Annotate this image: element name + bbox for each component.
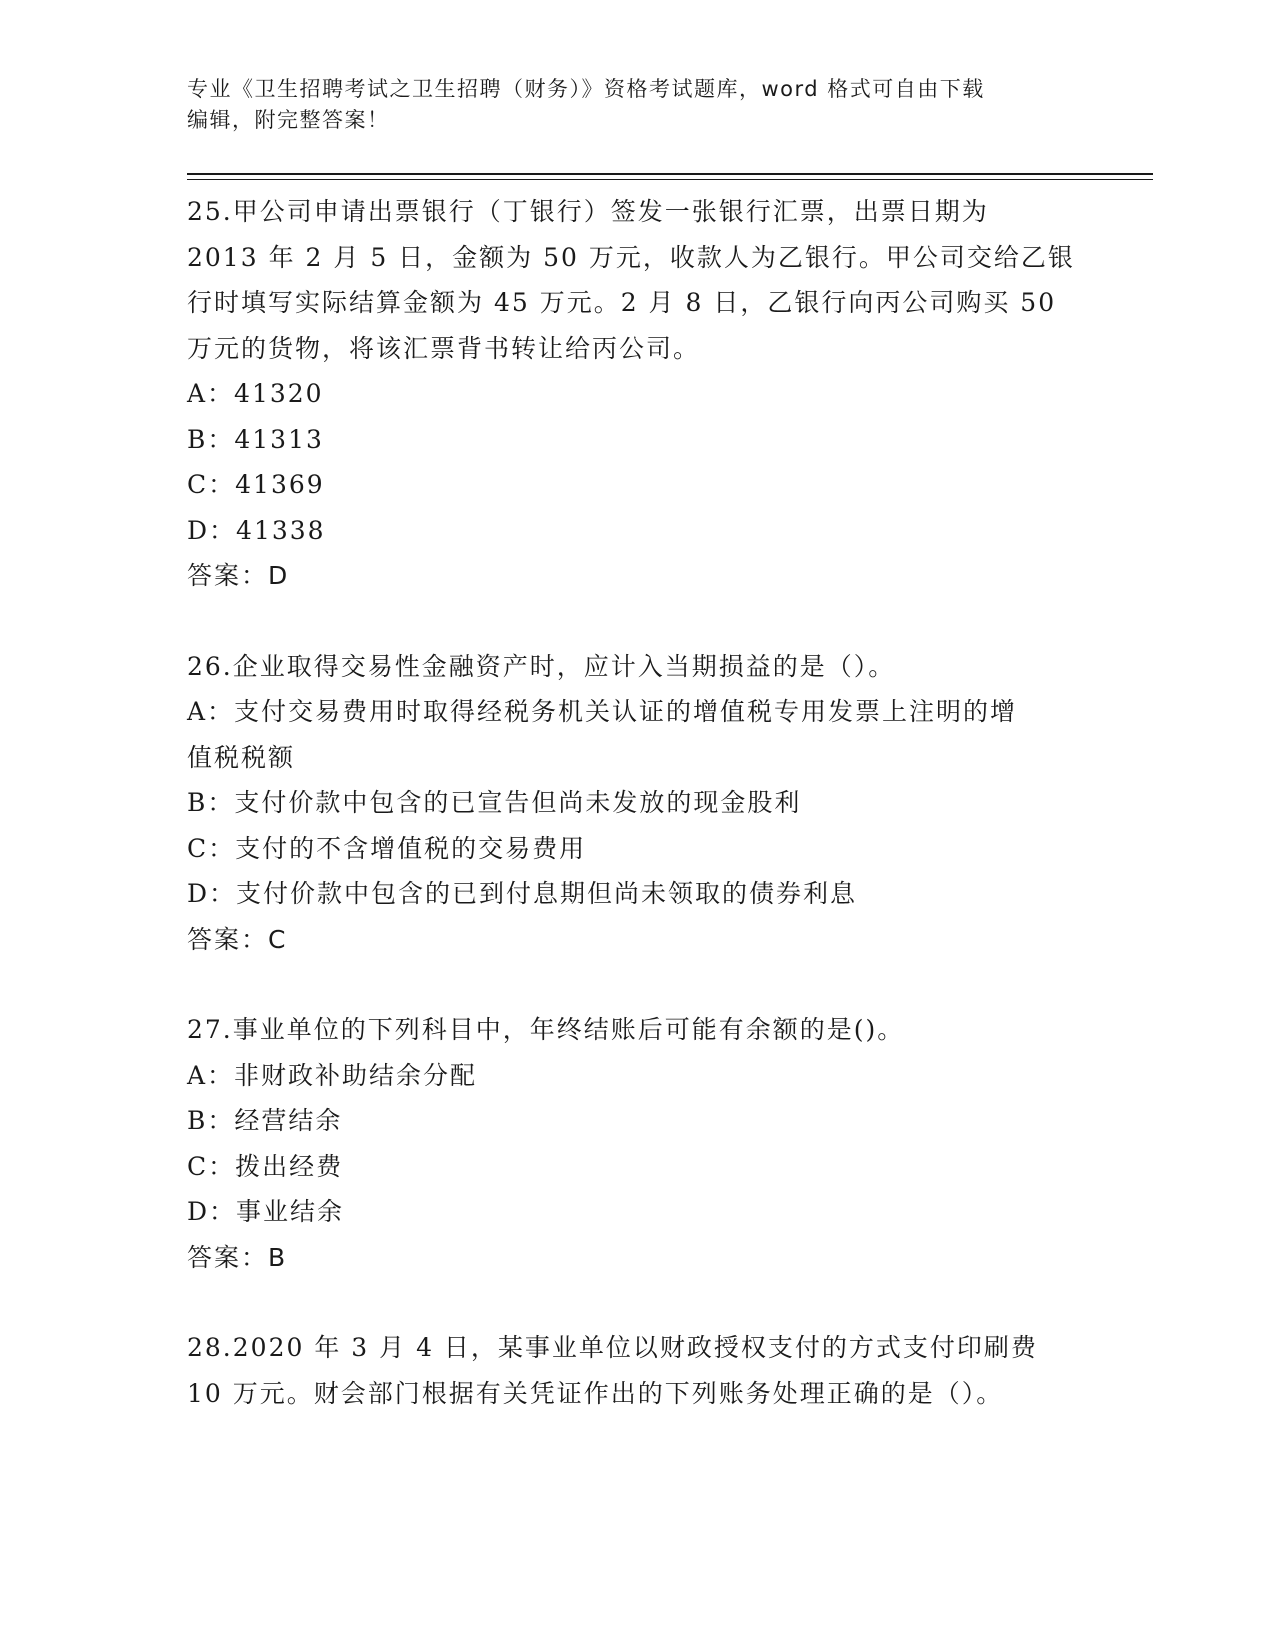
question-block <box>187 189 1077 599</box>
question-answer: 答案：B <box>187 1242 288 1272</box>
question-option: A：非财政补助结余分配 <box>187 1060 478 1090</box>
question-text: 26.企业取得交易性金融资产时，应计入当期损益的是（）。 <box>187 651 896 681</box>
question-option: B：支付价款中包含的已宣告但尚未发放的现金股利 <box>187 788 802 817</box>
question-text: 25.甲公司申请出票银行（丁银行）签发一张银行汇票，出票日期为 <box>187 197 989 226</box>
question-option: B：经营结余 <box>187 1106 343 1135</box>
question-text: 万元的货物，将该汇票背书转让给丙公司。 <box>187 333 701 363</box>
question-text: 28.2020 年 3 月 4 日，某事业单位以财政授权支付的方式支付印刷费 <box>187 1333 1038 1362</box>
question-option: B：41313 <box>187 424 324 454</box>
question-option: C：拨出经费 <box>187 1151 344 1181</box>
question-option: C：支付的不含增值税的交易费用 <box>187 833 587 863</box>
question-option: D：事业结余 <box>187 1197 345 1226</box>
header-line: 专业《卫生招聘考试之卫生招聘（财务）》资格考试题库，word 格式可自由下载 <box>187 77 985 101</box>
question-text: 27.事业单位的下列科目中，年终结账后可能有余额的是()。 <box>187 1015 905 1044</box>
question-text: 2013 年 2 月 5 日，金额为 50 万元，收款人为乙银行。甲公司交给乙银 <box>187 242 1075 272</box>
header-divider-thin <box>187 179 1153 180</box>
document-header <box>187 74 1067 136</box>
question-text: 行时填写实际结算金额为 45 万元。2 月 8 日，乙银行向丙公司购买 50 <box>187 288 1057 317</box>
question-option: A：支付交易费用时取得经税务机关认证的增值税专用发票上注明的增 <box>187 697 1018 726</box>
question-block <box>187 1325 1077 1416</box>
question-block <box>187 644 1077 963</box>
question-text: 10 万元。财会部门根据有关凭证作出的下列账务处理正确的是（）。 <box>187 1378 1004 1408</box>
header-line: 编辑，附完整答案！ <box>187 108 390 132</box>
question-option: D：41338 <box>187 515 326 545</box>
question-answer: 答案：D <box>187 561 290 590</box>
question-answer: 答案：C <box>187 924 288 954</box>
question-option: 值税税额 <box>187 742 296 772</box>
question-list <box>187 189 1077 1461</box>
question-block <box>187 1007 1077 1280</box>
question-option: C：41369 <box>187 470 325 499</box>
question-option: A：41320 <box>187 379 324 408</box>
question-option: D：支付价款中包含的已到付息期但尚未领取的债券利息 <box>187 879 858 908</box>
header-divider-thick <box>187 173 1153 175</box>
